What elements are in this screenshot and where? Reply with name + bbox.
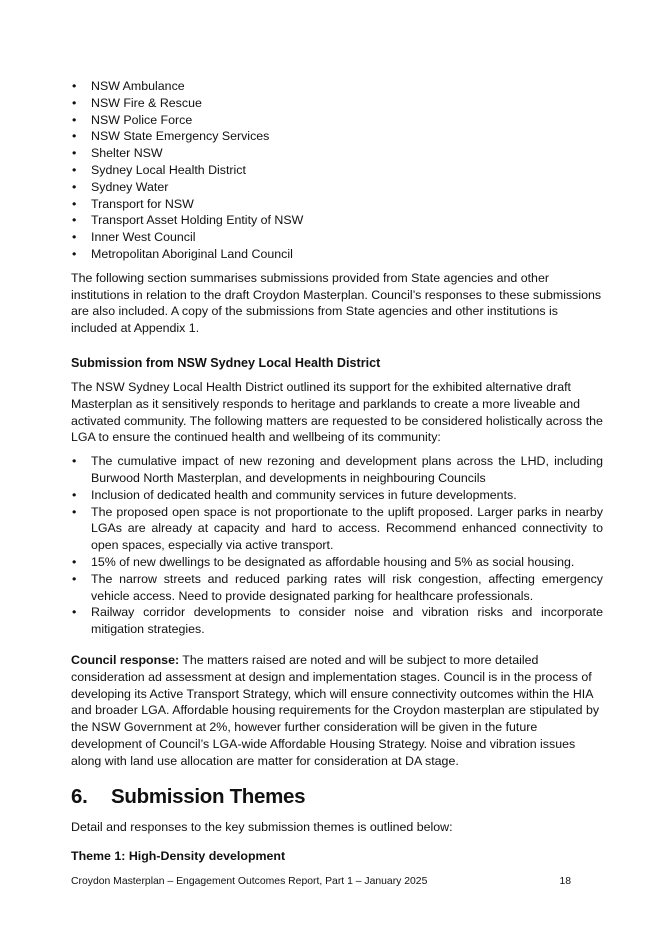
list-item: • NSW Fire & Rescue <box>71 95 603 112</box>
list-item: • Transport for NSW <box>71 196 603 213</box>
list-item: • NSW Police Force <box>71 112 603 129</box>
page-number: 18 <box>559 876 571 887</box>
summary-paragraph: The following section summarises submissions provided from State agencies and other institutions in relation to the draft Croydon Masterplan. Council’s responses to these submissions are also included. A copy of the submissions from State agencies and other institutions is included at Appendix 1. <box>71 270 602 336</box>
agency-list <box>71 78 603 263</box>
list-item: • Metropolitan Aboriginal Land Council <box>71 246 603 263</box>
lhd-heading: Submission from NSW Sydney Local Health District <box>71 355 381 370</box>
document-page <box>71 78 603 865</box>
page-footer <box>71 875 571 889</box>
council-response-paragraph <box>71 652 603 770</box>
list-item: • NSW State Emergency Services <box>71 128 603 145</box>
list-item: • NSW Ambulance <box>71 78 603 95</box>
list-item: • Railway corridor developments to consider noise and vibration risks and incorporate mitigation strategies. <box>71 604 603 638</box>
lhd-intro-paragraph: The NSW Sydney Local Health District outlined its support for the exhibited alternative draft Masterplan as it sensitively responds to heritage and parklands to create a more liveable and activated community. The following matters are requested to be considered holistically across the LGA to ensure the continued health and wellbeing of its community: <box>71 379 603 445</box>
section-heading <box>71 783 603 811</box>
list-item: • Inclusion of dedicated health and community services in future developments. <box>71 487 603 504</box>
council-response-label: Council response: <box>71 652 180 667</box>
list-item: • Inner West Council <box>71 229 603 246</box>
list-item: • The proposed open space is not proportionate to the uplift proposed. Larger parks in nearby LGAs are already at capacity and hard to access. Recommend enhanced connectivity to open spaces, especially via active transport. <box>71 504 603 554</box>
list-item: • The cumulative impact of new rezoning and development plans across the LHD, including Burwood North Masterplan, and developments in neighbouring Councils <box>71 453 603 487</box>
section-title: Submission Themes <box>111 785 306 809</box>
footer-title: Croydon Masterplan – Engagement Outcomes Report, Part 1 – January 2025 <box>71 876 428 887</box>
list-item: • 15% of new dwellings to be designated as affordable housing and 5% as social housing. <box>71 554 603 571</box>
list-item: • Shelter NSW <box>71 145 603 162</box>
list-item: • Sydney Water <box>71 179 603 196</box>
list-item: • Sydney Local Health District <box>71 162 603 179</box>
council-response-text: The matters raised are noted and will be subject to more detailed consideration ad assessment at design and implementation stages. Council is in the process of developing its Active Transport Strategy, which will ensure connectivity outcomes within the HIA and broader LGA. Affordable housing requirements for the Croydon masterplan are stipulated by the NSW Government at 2%, however further consideration will be given in the future development of Council’s LGA-wide Affordable Housing Strategy. Noise and vibration issues along with land use allocation are matter for consideration at DA stage. <box>71 652 600 768</box>
section-intro: Detail and responses to the key submission themes is outlined below: <box>71 820 453 835</box>
list-item: • The narrow streets and reduced parking rates will risk congestion, affecting emergency vehicle access. Need to provide designated parking for healthcare professionals. <box>71 571 603 605</box>
lhd-matters-list <box>71 453 603 638</box>
list-item: • Transport Asset Holding Entity of NSW <box>71 212 603 229</box>
theme-heading: Theme 1: High-Density development <box>71 849 286 864</box>
section-number: 6. <box>71 785 88 809</box>
